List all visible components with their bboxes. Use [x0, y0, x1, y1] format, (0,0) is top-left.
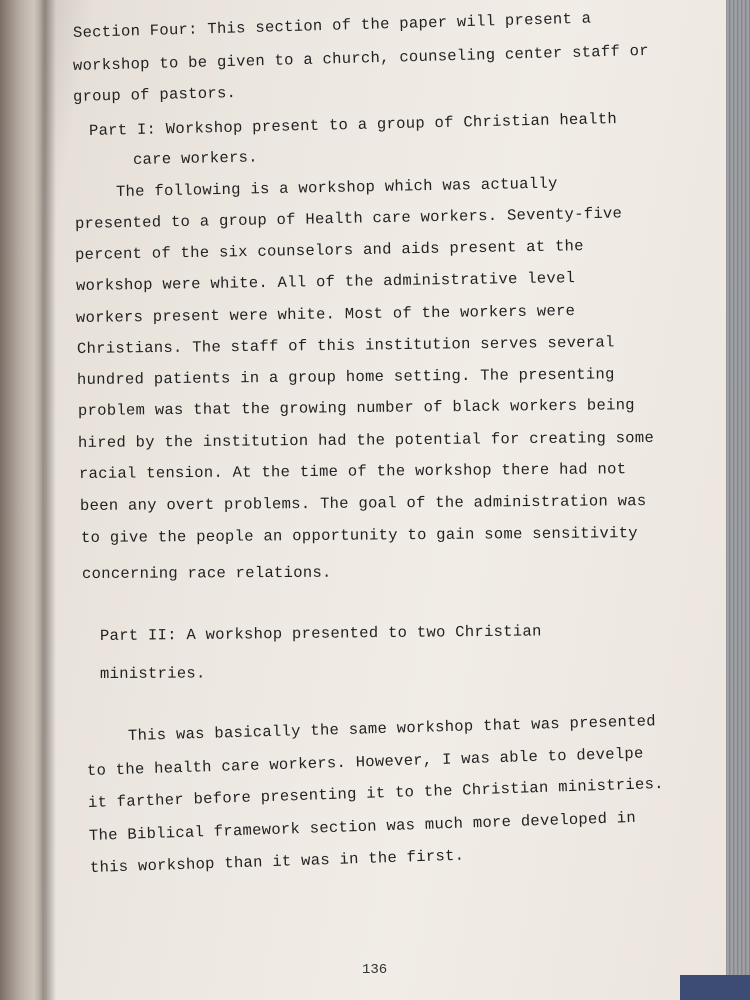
text-line: This was basically the same workshop that was presented [127, 712, 657, 745]
text-line: to give the people an opportunity to gain some sensitivity [80, 524, 638, 547]
section-heading-continued: care workers. [132, 148, 258, 169]
text-line: hired by the institution had the potential for creating some [77, 428, 655, 452]
text-line: to the health care workers. However, I was able to develpe [86, 744, 644, 780]
text-line: Section Four: This section of the paper will present a [72, 9, 592, 42]
text-line: The following is a workshop which was actually [115, 174, 558, 201]
page-stack-edge [726, 0, 750, 1000]
text-line: racial tension. At the time of the workshop there had not [78, 460, 627, 483]
text-line: been any overt problems. The goal of the administration was [79, 492, 647, 515]
text-line: it farther before presenting it to the Christian ministries. [87, 774, 665, 812]
page-number: 136 [362, 962, 388, 978]
section-heading-continued: ministries. [99, 664, 206, 683]
text-line: The Biblical framework section was much more developed in [88, 808, 637, 845]
text-line: workers present were white. Most of the workers were [75, 302, 576, 327]
text-line: concerning race relations. [81, 563, 332, 583]
text-line: hundred patients in a group home setting. The presenting [76, 365, 615, 389]
text-line: problem was that the growing number of black workers being [77, 396, 635, 420]
book-spine-shadow [34, 0, 56, 1000]
text-line: Christians. The staff of this institution serves several [76, 333, 615, 358]
text-line: group of pastors. [72, 84, 237, 106]
section-heading: Part I: Workshop present to a group of Christian health [88, 110, 618, 140]
text-line: percent of the six counselors and aids present at the [74, 237, 584, 264]
text-line: workshop to be given to a church, counseling center staff or [72, 41, 650, 75]
text-line: presented to a group of Health care workers. Seventy-five [74, 204, 623, 233]
book-cover-corner [680, 975, 750, 1000]
section-heading: Part II: A workshop presented to two Christian [99, 622, 542, 645]
text-line: this workshop than it was in the first. [89, 846, 465, 877]
text-line: workshop were white. All of the administrative level [75, 269, 576, 295]
